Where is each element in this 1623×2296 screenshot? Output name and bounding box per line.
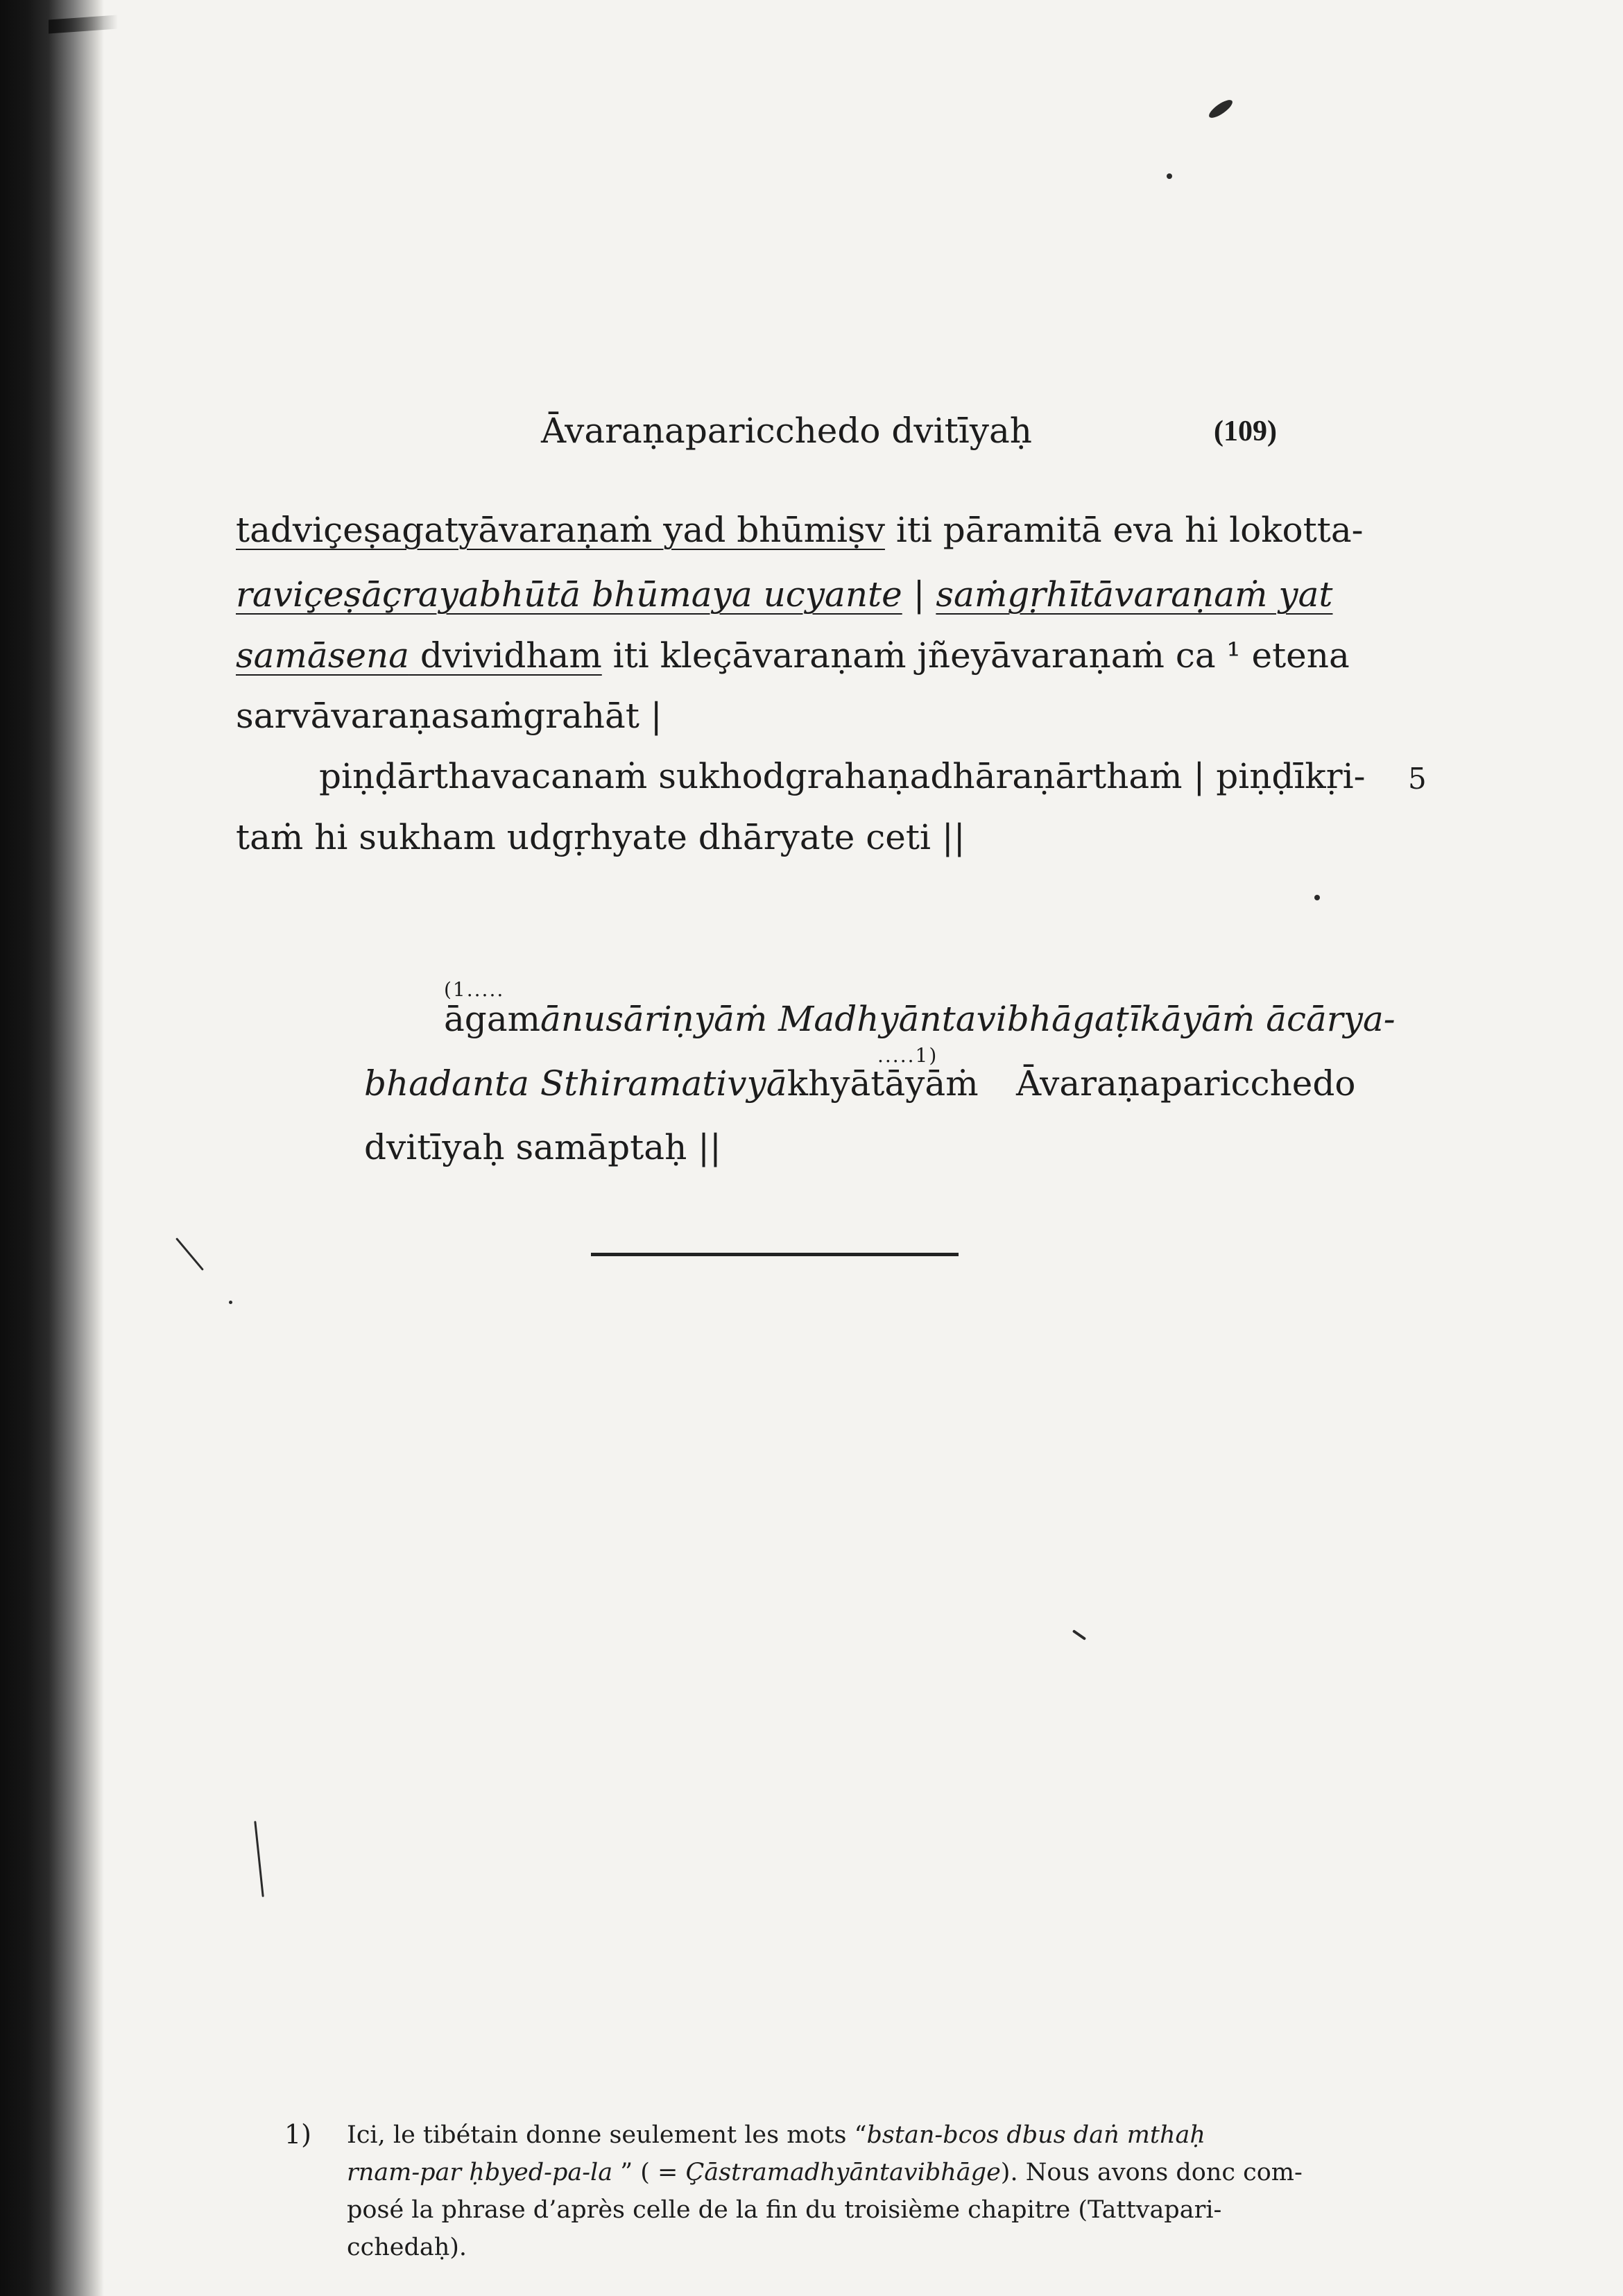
footnote-line-4: cchedaḥ). (347, 2234, 467, 2261)
text-line-4: sarvāvaraṇasaṁgrahāt | (236, 696, 662, 736)
page-number: (109) (1214, 415, 1277, 447)
footnote-line-2: rnam-par ḥbyed-pa-la ” ( = Çāstramadhyāntavibhāge). Nous avons donc com- (347, 2159, 1303, 2186)
scan-mark (175, 1237, 204, 1271)
text-line-5: piṇḍārthavacanaṁ sukhodgrahaṇadhāraṇārthaṁ | piṇḍīkṛi- (319, 756, 1366, 796)
footnote-close-mark: .....1) (877, 1044, 938, 1067)
underlined-phrase: samāsena (236, 635, 409, 676)
line-number: 5 (1408, 762, 1427, 796)
underlined-phrase: raviçeṣāçrayabhūtā bhūmaya ucyante (236, 574, 902, 615)
colophon-line-1: āgamānusāriṇyāṁ Madhyāntavibhāgaṭīkāyāṁ ācārya- (444, 999, 1396, 1039)
footnote-line-3: posé la phrase d’après celle de la fin du troisième chapitre (Tattvapari- (347, 2196, 1222, 2224)
underlined-phrase: saṁgṛhītāvaraṇaṁ yat (936, 574, 1333, 615)
underlined-phrase: tadviçeṣagatyāvaraṇaṁ yad bhūmiṣv (236, 510, 885, 550)
text-line-1: tadviçeṣagatyāvaraṇaṁ yad bhūmiṣv iti pāramitā eva hi lokotta- (236, 510, 1364, 550)
dust-speck (1314, 895, 1320, 900)
dust-speck (1167, 173, 1172, 179)
scan-mark (254, 1821, 264, 1897)
running-header-title: Āvaraṇaparicchedo dvitīyaḥ (541, 411, 1032, 451)
dust-speck (229, 1301, 232, 1304)
ink-blot (1207, 97, 1235, 121)
text-line-3: samāsena dvividham iti kleçāvaraṇaṁ jñeyāvaraṇaṁ ca ¹ etena (236, 635, 1350, 676)
text-line-6: taṁ hi sukham udgṛhyate dhāryate ceti || (236, 817, 965, 857)
book-binding-shadow (0, 0, 104, 2296)
colophon-line-2-right: Āvaraṇaparicchedo (1016, 1063, 1356, 1104)
footnote-line-1: Ici, le tibétain donne seulement les mots “bstan-bcos dbus daṅ mthaḥ (347, 2121, 1205, 2149)
footnote-open-mark: (1..... (444, 978, 505, 1001)
section-rule (591, 1253, 959, 1256)
footnote-label: 1) (284, 2119, 312, 2150)
colophon-line-3: dvitīyaḥ samāptaḥ || (364, 1127, 721, 1167)
colophon-line-2: bhadanta Sthiramativyākhyātāyāṁ (364, 1063, 979, 1104)
text-line-2: raviçeṣāçrayabhūtā bhūmaya ucyante | saṁgṛhītāvaraṇaṁ yat (236, 574, 1333, 615)
underlined-phrase: dvividham (409, 635, 602, 676)
scan-mark (1072, 1629, 1086, 1640)
